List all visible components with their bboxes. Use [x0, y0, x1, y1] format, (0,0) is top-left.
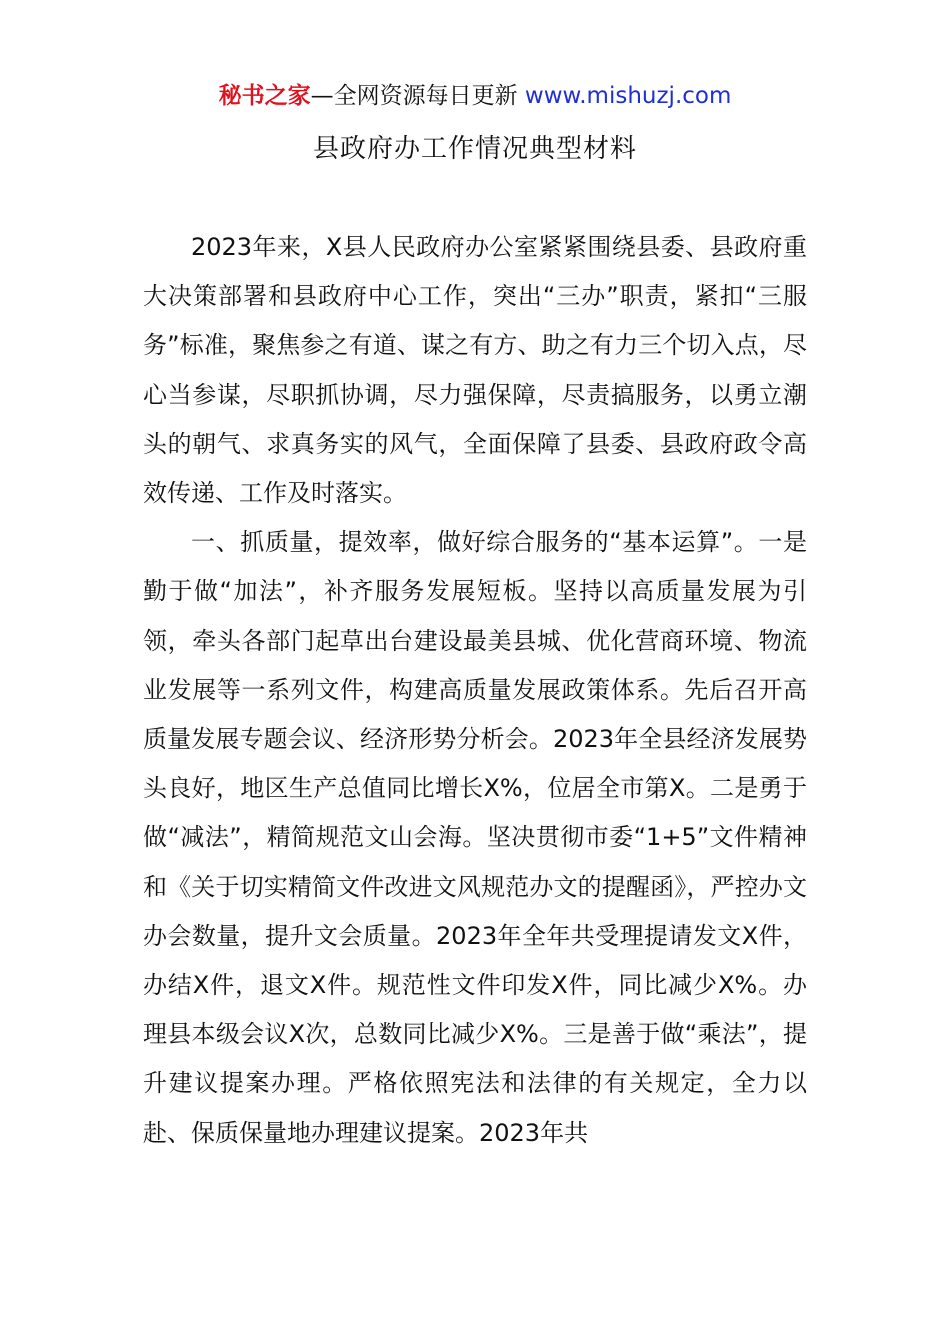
document-body [143, 223, 807, 1158]
paragraph-intro: 2023年来，X县人民政府办公室紧紧围绕县委、县政府重大决策部署和县政府中心工作，突出“三办”职责，紧扣“三服务”标准，聚焦参之有道、谋之有方、助之有力三个切入点，尽心当参谋，尽职抓协调，尽力强保障，尽责搞服务，以勇立潮头的朝气、求真务实的风气，全面保障了县委、县政府政令高效传递、工作及时落实。 [143, 233, 807, 508]
site-url-link[interactable]: www.mishuzj.com [524, 83, 732, 109]
paragraph-section-one: 一、抓质量，提效率，做好综合服务的“基本运算”。一是勤于做“加法”，补齐服务发展短板。坚持以高质量发展为引领，牵头各部门起草出台建设最美县城、优化营商环境、物流业发展等一系列文件，构建高质量发展政策体系。先后召开高质量发展专题会议、经济形势分析会。2023年全县经济发展势头良好，地区生产总值同比增长X%，位居全市第X。二是勇于做“减法”，精简规范文山会海。坚决贯彻市委“1+5”文件精神和《关于切实精简文件改进文风规范办文的提醒函》，严控办文办会数量，提升文会质量。2023年全年共受理提请发文X件，办结X件，退文X件。规范性文件印发X件，同比减少X%。办理县本级会议X次，总数同比减少X%。三是善于做“乘法”，提升建议提案办理。严格依照宪法和法律的有关规定，全力以赴、保质保量地办理建议提案。2023年共 [143, 528, 807, 1147]
site-header [0, 80, 950, 112]
site-brand: 秘书之家 [218, 83, 311, 109]
site-tagline: —全网资源每日更新 [310, 83, 525, 109]
document-title: 县政府办工作情况典型材料 [312, 134, 637, 164]
